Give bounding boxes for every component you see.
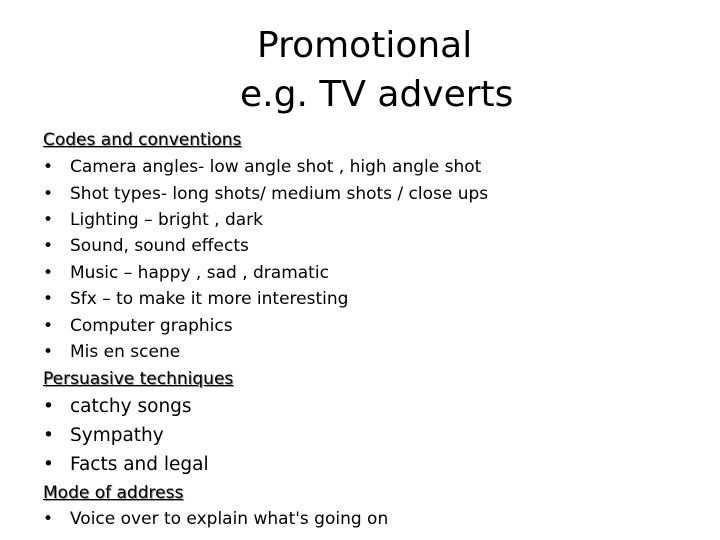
list-item-text: Mis en scene	[70, 342, 181, 362]
list-item	[43, 396, 192, 417]
list-item	[43, 157, 481, 177]
list-item-text: catchy songs	[70, 396, 192, 417]
list-item-text: Facts and legal	[70, 454, 209, 475]
list-item	[43, 342, 180, 362]
list-item-text: Shot types- long shots/ medium shots / close ups	[70, 184, 489, 204]
bullet-icon: •	[43, 316, 54, 336]
list-item-text: Lighting – bright , dark	[70, 210, 264, 230]
list-item-text: Sfx – to make it more interesting	[70, 289, 349, 309]
list-item	[43, 236, 249, 256]
list-item	[43, 289, 348, 309]
address-heading: Mode of address	[43, 483, 184, 503]
bullet-icon: •	[43, 157, 54, 177]
list-item-text: Sound, sound effects	[70, 236, 249, 256]
list-item	[43, 425, 164, 446]
persuasive-heading: Persuasive techniques	[43, 369, 234, 389]
bullet-icon: •	[43, 289, 54, 309]
bullet-icon: •	[43, 184, 54, 204]
title-line-2: e.g. TV adverts	[240, 74, 514, 115]
bullet-icon: •	[43, 210, 54, 230]
list-item-text: Computer graphics	[70, 316, 233, 336]
list-item	[43, 316, 233, 336]
bullet-icon: •	[43, 236, 54, 256]
list-item	[43, 210, 263, 230]
list-item-text: Music – happy , sad , dramatic	[70, 263, 329, 283]
codes-heading: Codes and conventions	[43, 130, 242, 150]
list-item	[43, 509, 388, 529]
list-item	[43, 184, 488, 204]
list-item-text: Camera angles- low angle shot , high angle shot	[70, 157, 482, 177]
bullet-icon: •	[43, 454, 54, 475]
title-line-1: Promotional	[257, 25, 473, 66]
list-item	[43, 263, 329, 283]
bullet-icon: •	[43, 263, 54, 283]
list-item	[43, 454, 209, 475]
bullet-icon: •	[43, 342, 54, 362]
bullet-icon: •	[43, 425, 54, 446]
bullet-icon: •	[43, 509, 54, 529]
list-item-text: Sympathy	[70, 425, 164, 446]
list-item-text: Voice over to explain what's going on	[70, 509, 389, 529]
bullet-icon: •	[43, 396, 54, 417]
